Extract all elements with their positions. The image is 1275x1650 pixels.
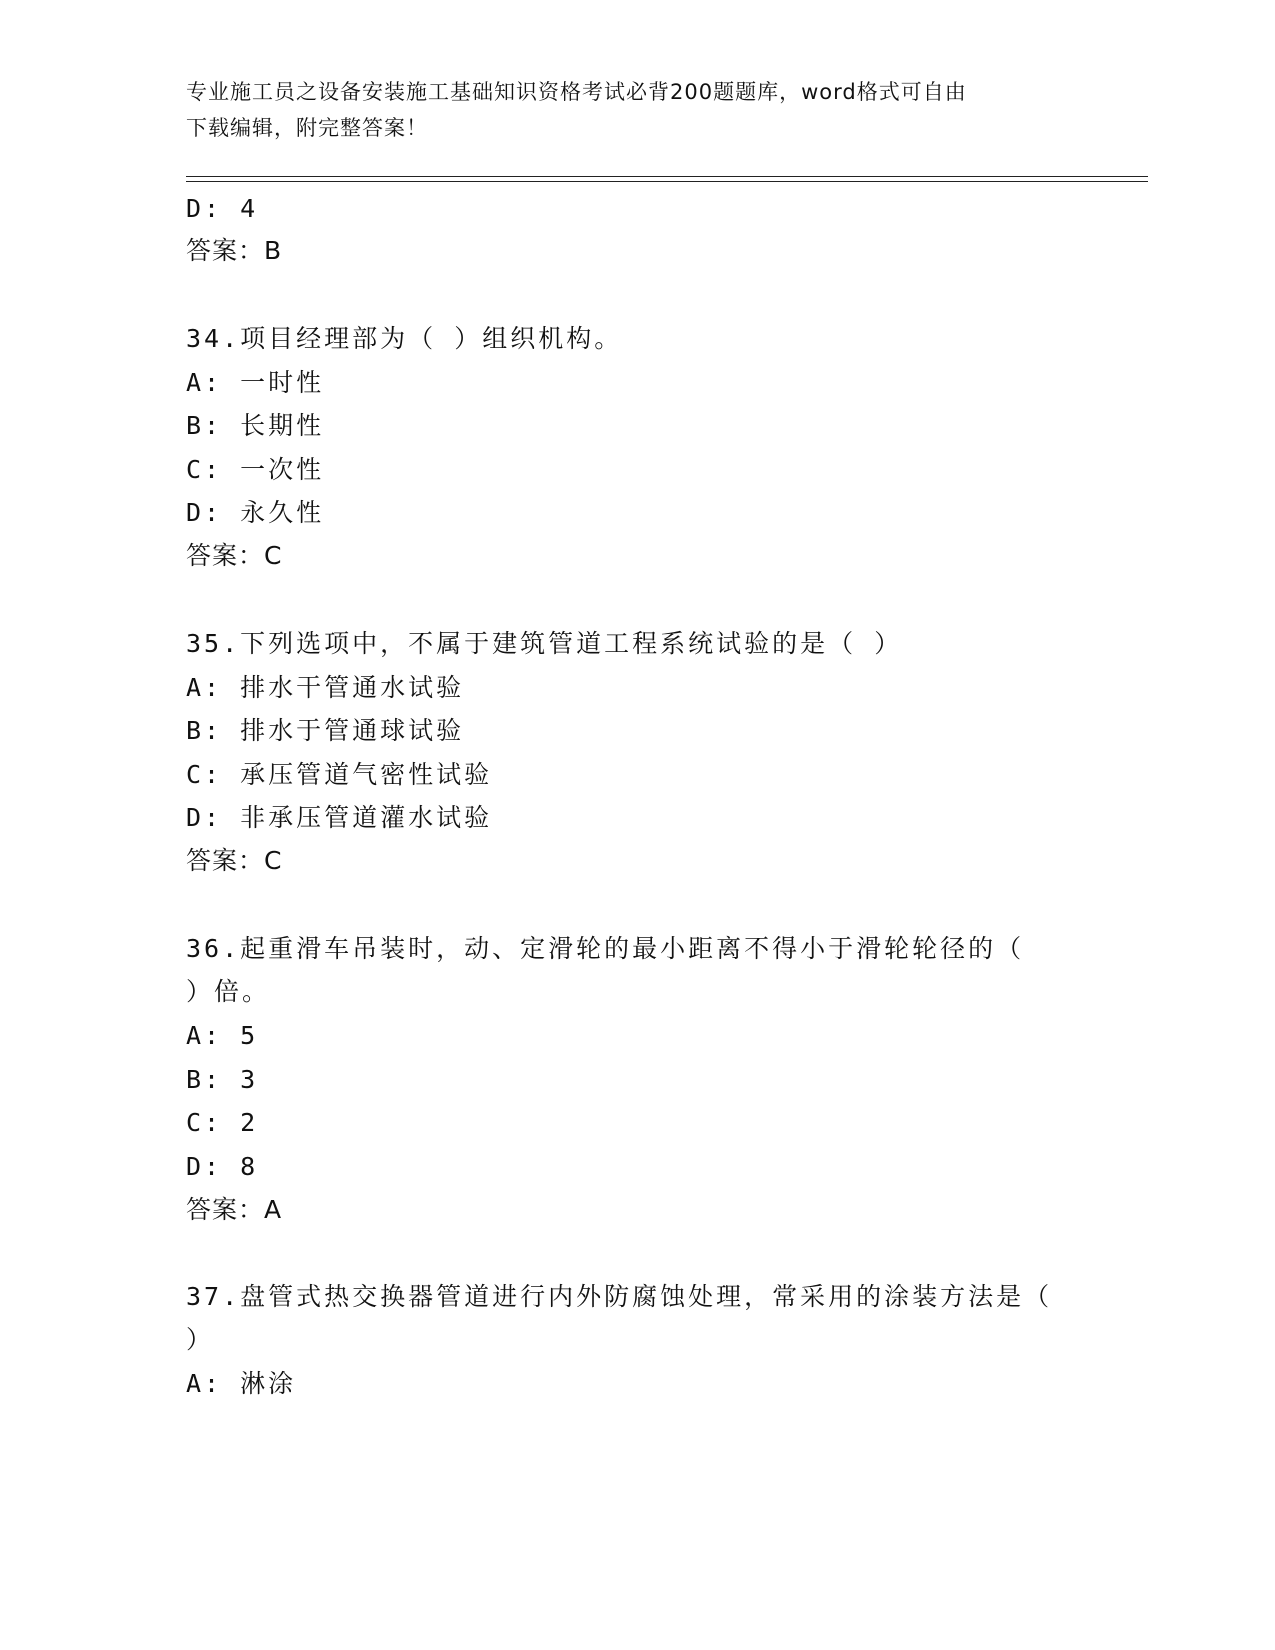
option-c: C: 承压管道气密性试验 — [186, 760, 493, 789]
header-line-2: 下载编辑，附完整答案！ — [186, 116, 428, 140]
header-line-1: 专业施工员之设备安装施工基础知识资格考试必背200题题库，word格式可自由 — [186, 80, 967, 104]
question-37: 37.盘管式热交换器管道进行内外防腐蚀处理，常采用的涂装方法是（ — [186, 1282, 1053, 1311]
option-b: B: 长期性 — [186, 411, 325, 440]
option-a: A: 淋涂 — [186, 1369, 297, 1398]
answer-line: 答案：C — [186, 846, 283, 875]
question-35: 35.下列选项中，不属于建筑管道工程系统试验的是（ ） — [186, 629, 903, 658]
header-rule-top — [186, 176, 1148, 177]
answer-line: 答案：C — [186, 541, 283, 570]
option-b: B: 排水于管通球试验 — [186, 716, 465, 745]
option-d: D: 非承压管道灌水试验 — [186, 803, 493, 832]
answer-line: 答案：A — [186, 1195, 283, 1224]
option-b: B: 3 — [186, 1065, 259, 1094]
option-a: A: 5 — [186, 1021, 259, 1050]
option-d: D: 8 — [186, 1152, 259, 1181]
option-a: A: 一时性 — [186, 368, 325, 397]
option-c: C: 一次性 — [186, 455, 325, 484]
option-a: A: 排水干管通水试验 — [186, 673, 465, 702]
document-header — [186, 74, 1066, 146]
question-36: 36.起重滑车吊装时，动、定滑轮的最小距离不得小于滑轮轮径的（ — [186, 934, 1025, 963]
question-34: 34.项目经理部为（ ）组织机构。 — [186, 324, 623, 353]
option-d: D: 4 — [186, 194, 259, 223]
question-36-continued: ）倍。 — [186, 977, 271, 1006]
answer-line: 答案：B — [186, 236, 283, 265]
option-c: C: 2 — [186, 1108, 259, 1137]
option-d: D: 永久性 — [186, 498, 325, 527]
header-rule-bottom — [186, 181, 1148, 182]
question-37-continued: ） — [186, 1325, 215, 1354]
